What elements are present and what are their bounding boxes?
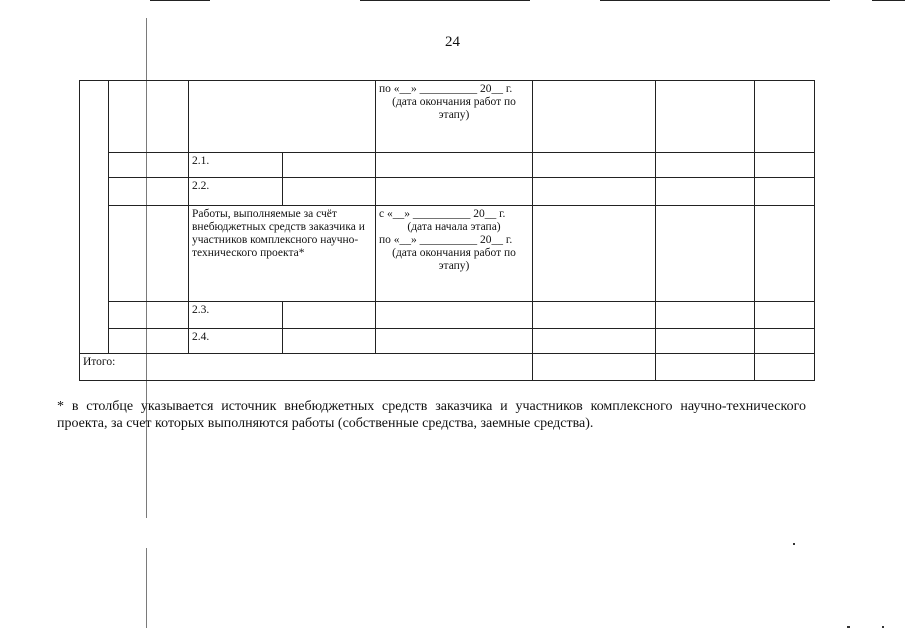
work-description: Работы, выполняемые за счёт внебюджетных средств заказчика и участников комплексного научно-технического проекта* (189, 206, 376, 302)
total-label: Итого: (80, 354, 533, 381)
date-range-cell (376, 206, 533, 302)
date-end-note: (дата окончания работ по этапу) (392, 96, 516, 121)
date-start-note: (дата начала этапа) (407, 221, 501, 233)
table-row (80, 302, 815, 329)
table-cell (656, 153, 755, 178)
page-number: 24 (445, 34, 460, 50)
scan-speck (882, 626, 884, 628)
table-row (80, 206, 815, 302)
total-row (80, 354, 815, 381)
footnote: * в столбце указывается источник внебюджетных средств заказчика и участников комплексного научно-технического проекта, за счет которых выполняются работы (собственные средства, заемные средства). (57, 399, 806, 431)
table-cell (755, 153, 815, 178)
table-cell (755, 302, 815, 329)
date-end-text: по «__» __________ 20__ г. (379, 83, 513, 95)
row-code: 2.2. (189, 178, 283, 206)
table-cell (283, 153, 376, 178)
scan-speck (793, 543, 795, 545)
date-end-cell (376, 81, 533, 153)
table-row (80, 153, 815, 178)
table-cell (109, 302, 189, 329)
row-code: 2.3. (189, 302, 283, 329)
date-end-note: (дата окончания работ по этапу) (392, 247, 516, 272)
scan-artifact-top-far-right (872, 0, 905, 1)
table-cell (755, 329, 815, 354)
table-cell (656, 302, 755, 329)
date-end-text: по «__» __________ 20__ г. (379, 234, 513, 246)
table-cell (755, 178, 815, 206)
table-cell (109, 206, 189, 302)
table-row (80, 329, 815, 354)
table-cell (533, 302, 656, 329)
table-cell (283, 178, 376, 206)
table-cell (109, 153, 189, 178)
table-cell (109, 81, 189, 153)
table-row (80, 178, 815, 206)
date-start-text: с «__» __________ 20__ г. (379, 208, 506, 220)
table-cell (533, 81, 656, 153)
scan-artifact-top-left (150, 0, 210, 1)
table-cell (376, 302, 533, 329)
table-cell (656, 206, 755, 302)
table-cell (80, 81, 109, 354)
table-cell (656, 329, 755, 354)
table-cell (656, 354, 755, 381)
table-cell (109, 178, 189, 206)
table-cell (755, 81, 815, 153)
table-row (80, 81, 815, 153)
table-cell (533, 354, 656, 381)
table-cell (533, 206, 656, 302)
work-stages-table (79, 80, 815, 381)
table-cell (533, 329, 656, 354)
row-code: 2.4. (189, 329, 283, 354)
table-cell (283, 302, 376, 329)
table-cell (109, 329, 189, 354)
table-cell (376, 178, 533, 206)
scan-artifact-top-right (600, 0, 830, 1)
table-cell (755, 206, 815, 302)
scan-artifact-binding-line-lower (146, 548, 147, 628)
table-cell (656, 81, 755, 153)
table-cell (376, 329, 533, 354)
table-cell (656, 178, 755, 206)
row-code: 2.1. (189, 153, 283, 178)
table-cell (283, 329, 376, 354)
table-cell (376, 153, 533, 178)
scan-artifact-top-middle (360, 0, 530, 1)
table-cell (533, 153, 656, 178)
scan-speck (847, 626, 850, 628)
table-cell (755, 354, 815, 381)
table-cell (533, 178, 656, 206)
table-cell (189, 81, 376, 153)
